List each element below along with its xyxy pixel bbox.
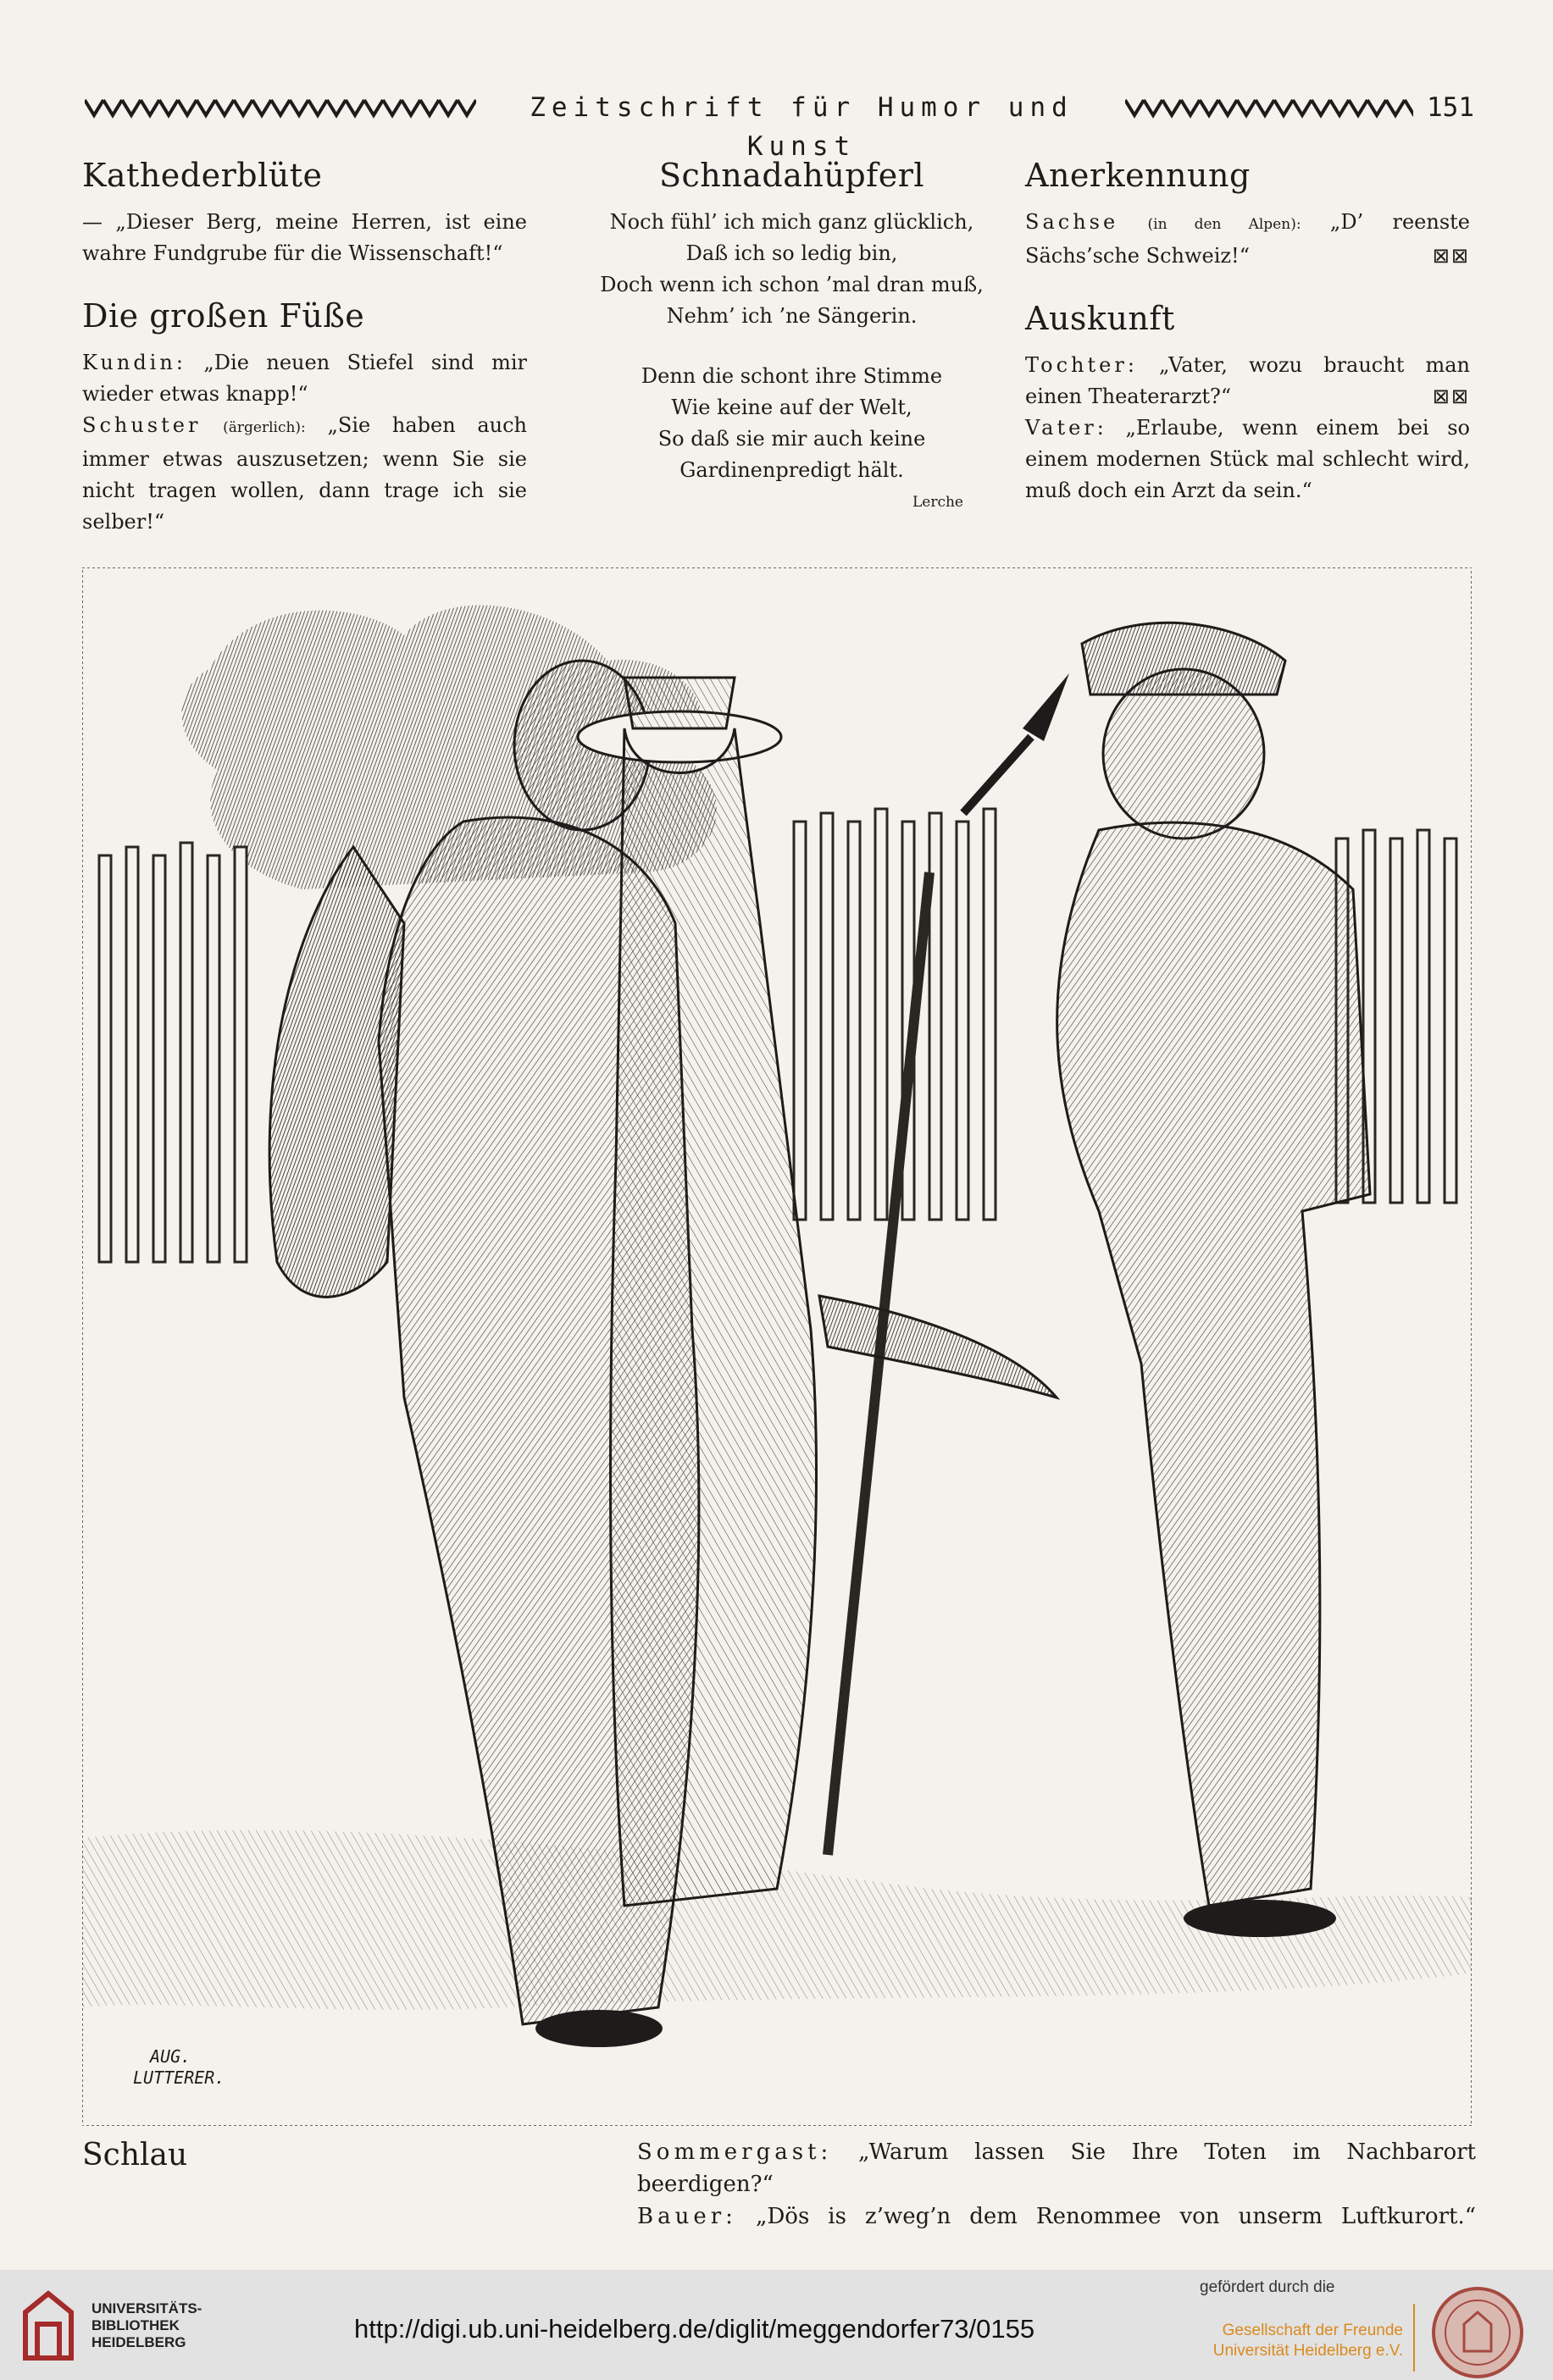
line-bauer: „Dös is z’weg’n dem Renommee von unserm Luftkurort.“: [755, 2204, 1476, 2229]
poem-stanza-1: [561, 207, 1023, 332]
aside-sachse: (in den Alpen):: [1147, 216, 1301, 233]
article-title-grosse-fuesse: Die großen Füße: [82, 297, 365, 335]
column-left: [82, 154, 527, 538]
caption-line-sommergast: [637, 2136, 1476, 2200]
page-number: 151: [1427, 92, 1474, 123]
sponsor-divider: [1413, 2304, 1415, 2372]
section-end-mark: ⊠⊠: [1432, 244, 1470, 268]
verse-line: Doch wenn ich schon ’mal dran muß,: [600, 273, 984, 296]
artist-signature-line1: AUG.: [150, 2046, 191, 2067]
permalink-url[interactable]: http://digi.ub.uni-heidelberg.de/diglit/meggendorfer73/0155: [354, 2314, 1035, 2344]
dialogue-sachse: [1025, 207, 1470, 272]
viewer-footer: [0, 2270, 1553, 2380]
verse-line: Noch fühl’ ich mich ganz glücklich,: [609, 210, 974, 234]
article-title-auskunft: Auskunft: [1025, 300, 1175, 337]
magazine-title: Zeitschrift für Humor und Kunst: [530, 92, 1073, 162]
verse-line: Daß ich so ledig bin,: [685, 241, 898, 265]
dialogue-tochter: [1025, 350, 1470, 412]
article-title-anerkennung: Anerkennung: [1025, 157, 1251, 194]
sponsor-label: gefördert durch die: [1200, 2278, 1335, 2296]
verse-line: Gardinenpredigt hält.: [679, 458, 904, 482]
verse-line: Wie keine auf der Welt,: [671, 396, 912, 419]
zigzag-ornament-right: [1125, 97, 1413, 119]
speaker-bauer: Bauer:: [637, 2204, 737, 2229]
line-schuster: „Sie haben auch immer etwas auszusetzen; wenn Sie sie nicht tragen wollen, dann trage ich sie selber!“: [82, 413, 527, 534]
cartoon-caption: [637, 2136, 1476, 2233]
running-header: [85, 88, 1474, 162]
line-vater: „Erlaube, wenn einem bei so einem modernen Stück mal schlecht wird, muß doch ein Arzt da sein.“: [1025, 416, 1470, 502]
library-name: UNIVERSITÄTS- BIBLIOTHEK HEIDELBERG: [92, 2300, 202, 2350]
speaker-kundin: Kundin:: [82, 351, 186, 374]
column-right: [1025, 154, 1470, 506]
speaker-tochter: Tochter:: [1025, 353, 1138, 377]
dialogue-vater: [1025, 412, 1470, 506]
section-end-mark: ⊠⊠: [1432, 385, 1470, 408]
aside-schuster: (ärgerlich):: [223, 419, 306, 436]
verse-line: Nehm’ ich ’ne Sängerin.: [666, 304, 918, 328]
article-title-kathederbluete: Kathederblüte: [82, 157, 323, 194]
poem-stanza-2: [561, 361, 1023, 486]
line-kundin: „Die neuen Stiefel sind mir wieder etwas knapp!“: [82, 351, 527, 406]
line-sachse: „D’ reenste Sächs’sche Schweiz!“: [1025, 210, 1471, 268]
speaker-schuster: Schuster: [82, 413, 202, 437]
university-seal-icon: [1430, 2285, 1525, 2380]
verse-line: Denn die schont ihre Stimme: [641, 364, 943, 388]
speaker-vater: Vater:: [1025, 416, 1107, 440]
article-title-schnadahuepferl: Schnadahüpferl: [658, 157, 925, 194]
dialogue-schuster: [82, 410, 527, 538]
library-logo-icon: [19, 2287, 78, 2363]
dialogue-kundin: [82, 347, 527, 410]
line-tochter: „Vater, wozu braucht man einen Theaterarzt?“: [1025, 353, 1470, 408]
artist-signature-line2: LUTTERER.: [133, 2067, 225, 2088]
caption-line-bauer: [637, 2200, 1476, 2233]
engraving-illustration: [82, 567, 1472, 2126]
line-sommergast: „Warum lassen Sie Ihre Toten im Nachbarort beerdigen?“: [637, 2139, 1477, 2197]
speaker-sommergast: Sommergast:: [637, 2139, 833, 2165]
poem-author: Lerche: [912, 494, 963, 511]
zigzag-ornament-left: [85, 97, 476, 119]
farmer-with-scythe: [819, 623, 1370, 1937]
sponsor-name: Gesellschaft der Freunde Universität Heidelberg e.V.: [1212, 2322, 1403, 2360]
cartoon-title: Schlau: [82, 2138, 188, 2172]
speaker-sachse: Sachse: [1025, 210, 1119, 234]
article-text-kathederbluete: — „Dieser Berg, meine Herren, ist eine wahre Fundgrube für die Wissenschaft!“: [82, 210, 527, 265]
column-middle: [561, 154, 1023, 515]
verse-line: So daß sie mir auch keine: [657, 427, 926, 451]
